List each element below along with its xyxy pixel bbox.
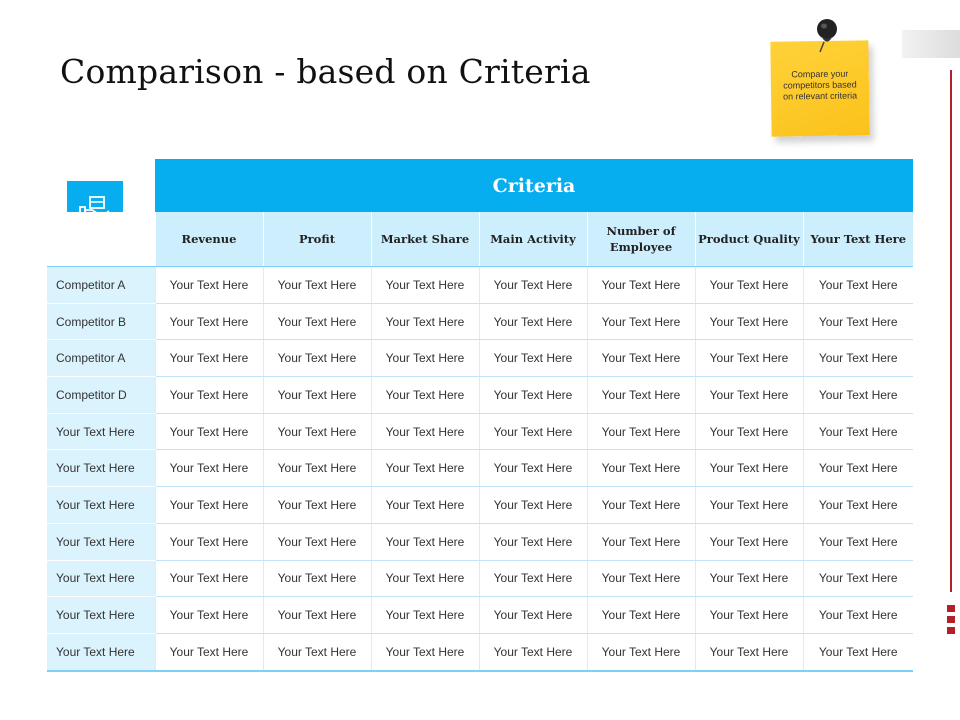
table-cell: Your Text Here (155, 597, 263, 634)
row-label: Your Text Here (47, 413, 155, 450)
table-cell: Your Text Here (803, 267, 913, 304)
table-cell: Your Text Here (587, 267, 695, 304)
table-cell: Your Text Here (803, 597, 913, 634)
row-label: Competitor D (47, 377, 155, 414)
table-row (47, 413, 913, 450)
comparison-table (47, 212, 913, 672)
table-cell: Your Text Here (479, 560, 587, 597)
table-row (47, 267, 913, 304)
table-cell: Your Text Here (371, 340, 479, 377)
table-cell: Your Text Here (695, 450, 803, 487)
table-cell: Your Text Here (155, 377, 263, 414)
table-row (47, 450, 913, 487)
table-cell: Your Text Here (803, 633, 913, 670)
criteria-header: Criteria (155, 159, 913, 212)
row-label: Your Text Here (47, 450, 155, 487)
row-label: Your Text Here (47, 523, 155, 560)
table-cell: Your Text Here (263, 340, 371, 377)
table-row (47, 523, 913, 560)
table-cell: Your Text Here (263, 450, 371, 487)
table-cell: Your Text Here (479, 487, 587, 524)
table-cell: Your Text Here (803, 377, 913, 414)
row-label: Your Text Here (47, 597, 155, 634)
table-cell: Your Text Here (587, 560, 695, 597)
table-cell: Your Text Here (587, 487, 695, 524)
table-row (47, 597, 913, 634)
sticky-note (770, 40, 869, 136)
table-cell: Your Text Here (803, 450, 913, 487)
table-cell: Your Text Here (803, 523, 913, 560)
row-label: Competitor A (47, 267, 155, 304)
table-cell: Your Text Here (371, 450, 479, 487)
table-cell: Your Text Here (479, 340, 587, 377)
table-cell: Your Text Here (587, 450, 695, 487)
table-cell: Your Text Here (155, 267, 263, 304)
table-cell: Your Text Here (371, 303, 479, 340)
row-label: Your Text Here (47, 633, 155, 670)
table-cell: Your Text Here (587, 303, 695, 340)
table-row (47, 633, 913, 670)
table-cell: Your Text Here (263, 487, 371, 524)
table-cell: Your Text Here (155, 303, 263, 340)
column-header-row (47, 212, 913, 267)
table-cell: Your Text Here (479, 377, 587, 414)
table-cell: Your Text Here (695, 523, 803, 560)
table-cell: Your Text Here (155, 487, 263, 524)
table-cell: Your Text Here (371, 560, 479, 597)
table-cell: Your Text Here (155, 633, 263, 670)
table-cell: Your Text Here (479, 303, 587, 340)
table-cell: Your Text Here (803, 340, 913, 377)
row-label: Competitor A (47, 340, 155, 377)
row-label: Your Text Here (47, 487, 155, 524)
column-header: Product Quality (695, 212, 803, 267)
table-cell: Your Text Here (479, 523, 587, 560)
table-cell: Your Text Here (695, 377, 803, 414)
table-cell: Your Text Here (371, 377, 479, 414)
table-cell: Your Text Here (803, 560, 913, 597)
table-cell: Your Text Here (587, 377, 695, 414)
push-pin-icon (812, 18, 842, 54)
table-cell: Your Text Here (263, 597, 371, 634)
column-header: Market Share (371, 212, 479, 267)
table-cell: Your Text Here (263, 413, 371, 450)
column-header: Main Activity (479, 212, 587, 267)
table-cell: Your Text Here (371, 523, 479, 560)
table-cell: Your Text Here (263, 377, 371, 414)
table-cell: Your Text Here (371, 597, 479, 634)
table-cell: Your Text Here (263, 560, 371, 597)
table-row (47, 560, 913, 597)
table-cell: Your Text Here (155, 340, 263, 377)
column-header: Revenue (155, 212, 263, 267)
table-cell: Your Text Here (155, 450, 263, 487)
column-header: Your Text Here (803, 212, 913, 267)
table-cell: Your Text Here (695, 597, 803, 634)
table-cell: Your Text Here (263, 303, 371, 340)
table-cell: Your Text Here (695, 303, 803, 340)
table-cell: Your Text Here (371, 487, 479, 524)
header-corner (47, 212, 155, 267)
sticky-note-text: Compare your competitors based on relevant criteria (783, 68, 858, 102)
column-header: Profit (263, 212, 371, 267)
table-cell: Your Text Here (155, 523, 263, 560)
table-row (47, 487, 913, 524)
table-cell: Your Text Here (479, 633, 587, 670)
table-cell: Your Text Here (479, 267, 587, 304)
table-cell: Your Text Here (587, 597, 695, 634)
corner-tab-decoration (902, 30, 960, 58)
table-cell: Your Text Here (371, 267, 479, 304)
page-title: Comparison - based on Criteria (60, 52, 591, 91)
table-cell: Your Text Here (263, 633, 371, 670)
table-cell: Your Text Here (695, 340, 803, 377)
table-cell: Your Text Here (587, 523, 695, 560)
table-cell: Your Text Here (587, 633, 695, 670)
table-cell: Your Text Here (803, 413, 913, 450)
table-cell: Your Text Here (695, 560, 803, 597)
table-cell: Your Text Here (263, 523, 371, 560)
table-cell: Your Text Here (155, 560, 263, 597)
side-divider-line (950, 70, 952, 592)
table-cell: Your Text Here (155, 413, 263, 450)
table-cell: Your Text Here (695, 487, 803, 524)
table-cell: Your Text Here (695, 267, 803, 304)
table-row (47, 377, 913, 414)
row-label: Your Text Here (47, 560, 155, 597)
table-cell: Your Text Here (371, 413, 479, 450)
row-label: Competitor B (47, 303, 155, 340)
side-square-decoration (947, 605, 955, 638)
table-cell: Your Text Here (803, 487, 913, 524)
table-cell: Your Text Here (371, 633, 479, 670)
table-cell: Your Text Here (587, 413, 695, 450)
table-cell: Your Text Here (803, 303, 913, 340)
table-cell: Your Text Here (479, 413, 587, 450)
table-cell: Your Text Here (479, 597, 587, 634)
table-row (47, 340, 913, 377)
table-cell: Your Text Here (695, 633, 803, 670)
table-cell: Your Text Here (479, 450, 587, 487)
table-cell: Your Text Here (263, 267, 371, 304)
column-header: Number of Employee (587, 212, 695, 267)
table-cell: Your Text Here (695, 413, 803, 450)
table-row (47, 303, 913, 340)
table-cell: Your Text Here (587, 340, 695, 377)
